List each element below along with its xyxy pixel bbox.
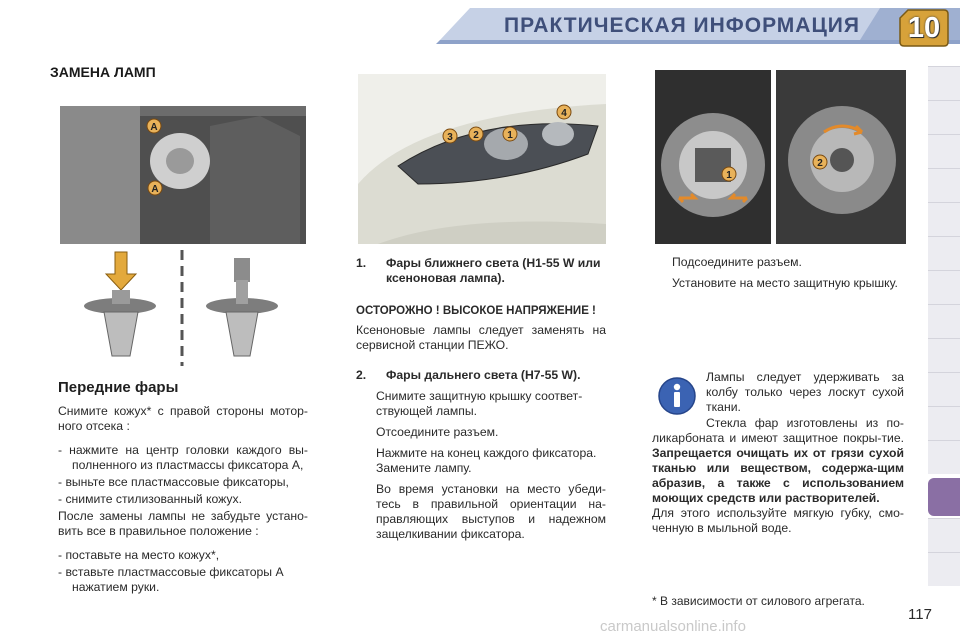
side-tab[interactable] — [928, 202, 960, 237]
callout-1: 1 — [507, 130, 513, 141]
item-2-text: Фары дальнего света (H7-55 W). — [386, 368, 581, 382]
warning-title: ОСТОРОЖНО ! ВЫСОКОЕ НАПРЯЖЕНИЕ ! — [356, 305, 596, 317]
chapter-title: ПРАКТИЧЕСКАЯ ИНФОРМАЦИЯ — [504, 14, 860, 37]
item-2 — [356, 368, 606, 383]
side-tab[interactable] — [928, 518, 960, 553]
item-1-text: Фары ближнего света (H1-55 W или ксеноновая лампа). — [386, 256, 601, 285]
fastener-diagram — [60, 246, 306, 370]
side-tab[interactable] — [928, 440, 960, 475]
bullet-text: Нажмите на конец каждого фиксатора. Замените лампу. — [376, 446, 597, 475]
step-item: - снимите стилизованный кожух. — [58, 492, 243, 506]
footnote: * В зависимости от силового агрегата. — [652, 594, 865, 608]
side-tab[interactable] — [928, 134, 960, 169]
step-item: - выньте все пластмассовые фиксаторы, — [58, 475, 289, 489]
bullet-item — [356, 425, 606, 440]
watermark: carmanualsonline.info — [600, 618, 746, 635]
callout-3: 3 — [447, 132, 453, 143]
left-column — [58, 380, 308, 597]
callout-a-top: A — [150, 122, 158, 133]
info-box — [652, 416, 904, 545]
info-p2-bold: Запрещается очищать их от грязи сухой тканью или веществом, содержа-щим абразив, а также с использованием моющих средств или растворителей. — [652, 446, 904, 505]
side-tab[interactable] — [928, 100, 960, 135]
warning-text: Ксеноновые лампы следует заменять на сервисной станции ПЕЖО. — [356, 323, 606, 352]
bullet-item — [356, 446, 606, 476]
step-item: - вставьте пластмассовые фиксаторы A нажатием руки. — [58, 565, 283, 594]
bullet-text: Снимите защитную крышку соответ-ствующей лампы. — [376, 389, 583, 418]
item-2-number: 2. — [356, 368, 367, 382]
bullet-item — [652, 276, 906, 291]
info-paragraph-2 — [652, 416, 904, 506]
step-item: - поставьте на место кожух*, — [58, 548, 220, 562]
bullet-text: Установите на место защитную крышку. — [672, 276, 898, 290]
side-tab[interactable] — [928, 236, 960, 271]
side-tab[interactable] — [928, 338, 960, 373]
side-tab[interactable] — [928, 168, 960, 203]
bullet-item — [356, 389, 606, 419]
bulb-photo-right — [776, 70, 906, 244]
info-paragraph-1: Лампы следует удерживать за колбу только через лоскут сухой ткани. — [706, 370, 904, 414]
right-column — [652, 255, 906, 297]
side-tab[interactable] — [928, 304, 960, 339]
section-title: ЗАМЕНА ЛАМП — [50, 64, 156, 80]
item-1 — [356, 256, 606, 286]
side-tab[interactable] — [928, 372, 960, 407]
side-tab[interactable] — [928, 66, 960, 101]
callout-2: 2 — [473, 130, 479, 141]
bullet-text: Отсоедините разъем. — [376, 425, 499, 439]
callout-4: 4 — [561, 108, 567, 119]
callout-a-bottom: A — [151, 184, 159, 195]
info-icon — [657, 376, 697, 416]
subtitle-front-lights: Передние фары — [58, 379, 179, 396]
info-p2-plain: Стекла фар изготовлены из по-ликарбоната и имеют защитное покры-тие. — [652, 416, 904, 445]
middle-column — [356, 256, 606, 548]
headlamp-photo — [358, 74, 606, 244]
bullet-text: Подсоедините разъем. — [672, 255, 802, 269]
callout-2-right: 2 — [817, 158, 823, 169]
item-1-number: 1. — [356, 256, 367, 270]
chapter-number: 10 — [907, 12, 941, 44]
bulb-photo-left — [655, 70, 771, 244]
side-tab[interactable] — [928, 270, 960, 305]
step-item: - нажмите на центр головки каждого вы-полненного из пластмассы фиксатора A, — [58, 443, 308, 472]
after-text: После замены лампы не забудьте устано-вить все в правильное положение : — [58, 509, 308, 538]
engine-bay-photo — [60, 106, 306, 244]
side-tab[interactable] — [928, 552, 960, 587]
side-tab[interactable] — [928, 406, 960, 441]
info-paragraph-3: Для этого используйте мягкую губку, смо-ченную в мыльной воде. — [652, 506, 904, 535]
bullet-item — [652, 255, 906, 270]
callout-1-right: 1 — [726, 170, 732, 181]
side-tab-active[interactable] — [928, 478, 960, 516]
page-number: 117 — [908, 606, 932, 623]
install-note: Во время установки на место убеди-тесь в правильной ориентации на-правляющих выступов и надежном защелкивании фиксатора. — [376, 482, 606, 541]
intro-text: Снимите кожух* с правой стороны мотор-ного отсека : — [58, 404, 308, 433]
